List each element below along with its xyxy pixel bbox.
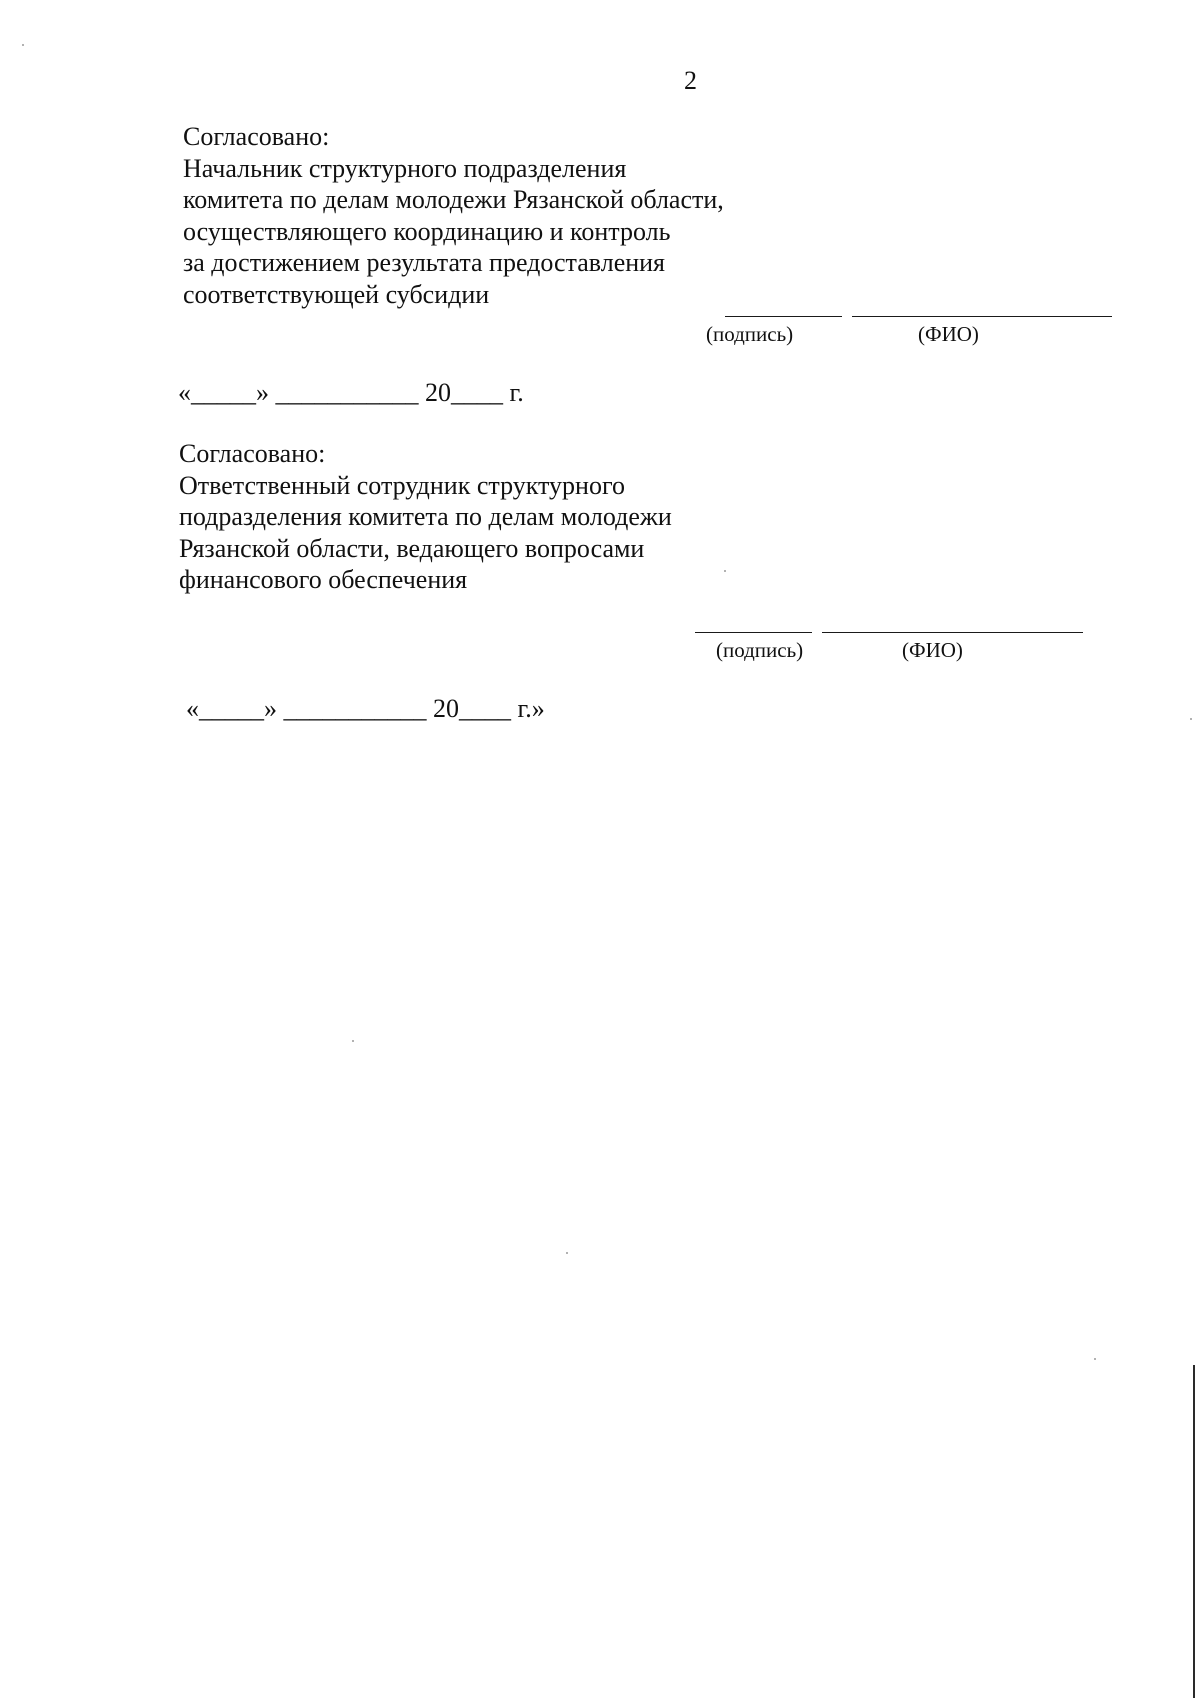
approval-block-2 xyxy=(179,438,672,596)
approval-text-line: Начальник структурного подразделения xyxy=(183,153,627,183)
date-line: «_____» ___________ 20____ г.» xyxy=(186,694,545,723)
approval-heading: Согласовано: xyxy=(179,439,326,468)
page-number: 2 xyxy=(684,66,697,95)
signature-line xyxy=(725,316,842,317)
signature-caption: (подпись) xyxy=(706,322,794,346)
date-line: «_____» ___________ 20____ г. xyxy=(178,378,524,407)
approval-text-line: осуществляющего координацию и контроль xyxy=(183,216,671,246)
scan-speck xyxy=(1190,718,1192,720)
approval-text-line: соответствующей субсидии xyxy=(183,279,490,309)
scan-speck xyxy=(22,44,24,46)
scan-speck xyxy=(566,1252,568,1254)
approval-heading: Согласовано: xyxy=(183,122,330,151)
name-caption: (ФИО) xyxy=(902,638,963,662)
scan-speck xyxy=(1094,1358,1096,1360)
scan-edge-line xyxy=(1193,1365,1195,1698)
scan-speck xyxy=(724,570,726,572)
name-caption: (ФИО) xyxy=(918,322,979,346)
signature-line xyxy=(695,632,812,633)
approval-text-line: Ответственный сотрудник структурного xyxy=(179,470,625,500)
name-line xyxy=(852,316,1112,317)
scan-speck xyxy=(352,1040,354,1042)
approval-text-line: комитета по делам молодежи Рязанской области, xyxy=(183,185,724,214)
approval-text-line: за достижением результата предоставления xyxy=(183,248,666,277)
approval-block-1 xyxy=(183,121,724,310)
approval-text-line: финансового обеспечения xyxy=(179,565,468,594)
name-line xyxy=(822,632,1083,633)
approval-text-line: подразделения комитета по делам молодежи xyxy=(179,502,672,531)
signature-caption: (подпись) xyxy=(716,638,804,662)
approval-text-line: Рязанской области, ведающего вопросами xyxy=(179,533,645,563)
